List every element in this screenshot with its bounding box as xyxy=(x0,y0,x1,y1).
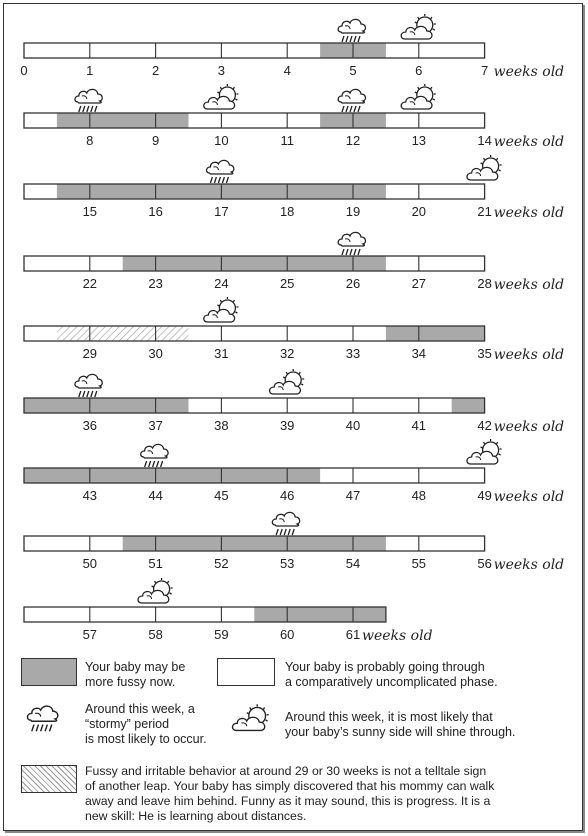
legend-sunny-text xyxy=(285,710,515,740)
weeks-old-label: weeks old xyxy=(493,347,565,363)
week-label: 24 xyxy=(214,276,229,291)
week-label: 21 xyxy=(477,204,492,219)
storm-cloud-icon xyxy=(338,232,365,255)
legend-hatch-line4: new skill: He is learning about distances. xyxy=(85,809,307,823)
legend-stormy-line3: is most likely to occur. xyxy=(85,732,207,746)
weeks-old-label: weeks old xyxy=(493,277,565,293)
week-label: 47 xyxy=(345,488,361,503)
legend-fussy-line2: more fussy now. xyxy=(85,675,176,689)
week-label: 9 xyxy=(151,133,160,148)
legend-fussy-text xyxy=(85,660,185,690)
timeline-row xyxy=(24,369,564,435)
legend-calm-text xyxy=(285,660,498,690)
week-label: 52 xyxy=(214,556,229,571)
week-label: 25 xyxy=(279,276,295,291)
week-label: 19 xyxy=(345,204,361,219)
legend-hatch-line1: Fussy and irritable behavior at around 29 or 30 weeks is not a telltale sign xyxy=(85,764,487,778)
week-label: 15 xyxy=(82,204,98,219)
week-label: 42 xyxy=(477,418,492,433)
sun-cloud-icon xyxy=(138,578,173,603)
week-label: 8 xyxy=(86,133,94,148)
week-label: 6 xyxy=(415,63,423,78)
sun-cloud-icon xyxy=(270,369,305,394)
week-label: 35 xyxy=(477,346,492,361)
week-label: 56 xyxy=(477,556,492,571)
distance-period xyxy=(57,326,189,341)
week-label: 18 xyxy=(279,204,295,219)
legend-calm-swatch xyxy=(217,658,275,686)
week-label: 46 xyxy=(279,488,295,503)
week-label: 13 xyxy=(411,133,427,148)
week-label: 54 xyxy=(345,556,361,571)
weeks-old-label: weeks old xyxy=(493,419,565,435)
week-label: 1 xyxy=(86,63,94,78)
week-label: 57 xyxy=(82,627,98,642)
sun-cloud-icon xyxy=(230,704,276,736)
sun-cloud-icon xyxy=(467,155,502,180)
sun-cloud-icon xyxy=(467,439,502,464)
storm-cloud-icon xyxy=(75,89,102,112)
legend-hatch-line3: away and leave him behind. Funny as it may sound, this is progress. It is a xyxy=(85,794,491,808)
week-label: 39 xyxy=(279,418,295,433)
storm-cloud-icon xyxy=(141,444,168,467)
fussy-period xyxy=(386,326,485,341)
fussy-period xyxy=(123,536,386,551)
week-label: 31 xyxy=(214,346,229,361)
legend-fussy-swatch xyxy=(21,658,77,686)
week-label: 4 xyxy=(283,63,291,78)
legend-hatch-line2: of another leap. Your baby has simply discovered that his mommy can walk xyxy=(85,779,495,793)
timeline-row xyxy=(24,297,564,363)
week-label: 23 xyxy=(148,276,163,291)
sun-cloud-icon xyxy=(204,297,239,322)
timeline-row xyxy=(24,155,564,221)
week-label: 40 xyxy=(345,418,361,433)
storm-cloud-icon xyxy=(207,160,234,183)
week-label: 17 xyxy=(214,204,229,219)
week-label: 53 xyxy=(279,556,295,571)
week-label: 55 xyxy=(411,556,427,571)
week-label: 14 xyxy=(477,133,492,148)
week-label: 41 xyxy=(411,418,427,433)
week-label: 20 xyxy=(411,204,427,219)
sun-cloud-icon xyxy=(204,84,239,109)
week-label: 0 xyxy=(20,63,28,78)
storm-cloud-icon xyxy=(338,19,365,42)
week-label: 61 xyxy=(345,627,361,642)
week-label: 30 xyxy=(148,346,163,361)
week-label: 59 xyxy=(214,627,229,642)
week-label: 34 xyxy=(411,346,427,361)
week-label: 32 xyxy=(279,346,295,361)
week-label: 26 xyxy=(345,276,361,291)
week-label: 16 xyxy=(148,204,163,219)
sun-cloud-icon xyxy=(401,84,436,109)
storm-cloud-icon xyxy=(75,374,102,397)
week-label: 58 xyxy=(148,627,163,642)
legend-sunny-line2: your baby’s sunny side will shine through. xyxy=(285,725,516,739)
week-label: 33 xyxy=(345,346,361,361)
fussy-period xyxy=(24,398,189,413)
week-label: 29 xyxy=(82,346,98,361)
timeline-row xyxy=(24,232,564,293)
week-label: 28 xyxy=(477,276,492,291)
week-label: 43 xyxy=(82,488,98,503)
week-label: 36 xyxy=(82,418,98,433)
legend-stormy-line1: Around this week, a xyxy=(85,702,195,716)
weeks-old-label: weeks old xyxy=(493,205,565,221)
timeline-bar xyxy=(24,43,485,58)
legend-calm-line2: a comparatively uncomplicated phase. xyxy=(285,675,498,689)
weeks-old-label: weeks old xyxy=(362,628,433,644)
week-label: 48 xyxy=(411,488,427,503)
legend-hatch-text xyxy=(85,764,494,824)
week-label: 5 xyxy=(349,63,357,78)
week-label: 2 xyxy=(151,63,160,78)
week-label: 50 xyxy=(82,556,98,571)
timeline-row xyxy=(20,14,564,80)
weeks-old-label: weeks old xyxy=(493,134,565,150)
fussy-period xyxy=(452,398,485,413)
legend-fussy-line1: Your baby may be xyxy=(85,660,186,674)
week-label: 11 xyxy=(280,133,294,148)
legend-hatch-swatch xyxy=(21,765,77,793)
fussy-period xyxy=(24,468,320,483)
weeks-old-label: weeks old xyxy=(493,489,565,505)
week-label: 22 xyxy=(82,276,98,291)
fussy-period xyxy=(123,256,386,271)
week-label: 37 xyxy=(148,418,163,433)
storm-cloud-icon xyxy=(338,89,365,112)
week-label: 49 xyxy=(477,488,492,503)
legend-calm-line1: Your baby is probably going through xyxy=(285,660,485,674)
timeline-row xyxy=(24,439,564,505)
weeks-old-label: weeks old xyxy=(493,64,565,80)
week-label: 45 xyxy=(214,488,229,503)
storm-cloud-icon xyxy=(272,512,299,535)
timeline-row xyxy=(24,512,564,573)
fussy-period xyxy=(57,113,189,128)
legend-stormy-line2: “stormy” period xyxy=(85,717,170,731)
timeline-row xyxy=(24,578,433,644)
week-label: 12 xyxy=(345,133,361,148)
week-label: 51 xyxy=(148,556,163,571)
sun-cloud-icon xyxy=(401,14,436,39)
weeks-old-label: weeks old xyxy=(493,557,565,573)
week-label: 7 xyxy=(480,63,489,78)
week-label: 60 xyxy=(279,627,295,642)
legend-sunny-line1: Around this week, it is most likely that xyxy=(285,710,493,724)
week-label: 3 xyxy=(217,63,226,78)
week-label: 10 xyxy=(214,133,229,148)
timeline-row xyxy=(24,84,564,150)
week-label: 44 xyxy=(148,488,163,503)
legend-stormy-text xyxy=(85,702,207,747)
week-label: 27 xyxy=(411,276,427,291)
week-label: 38 xyxy=(214,418,229,433)
fussy-period xyxy=(254,607,386,622)
storm-cloud-icon xyxy=(24,702,64,736)
